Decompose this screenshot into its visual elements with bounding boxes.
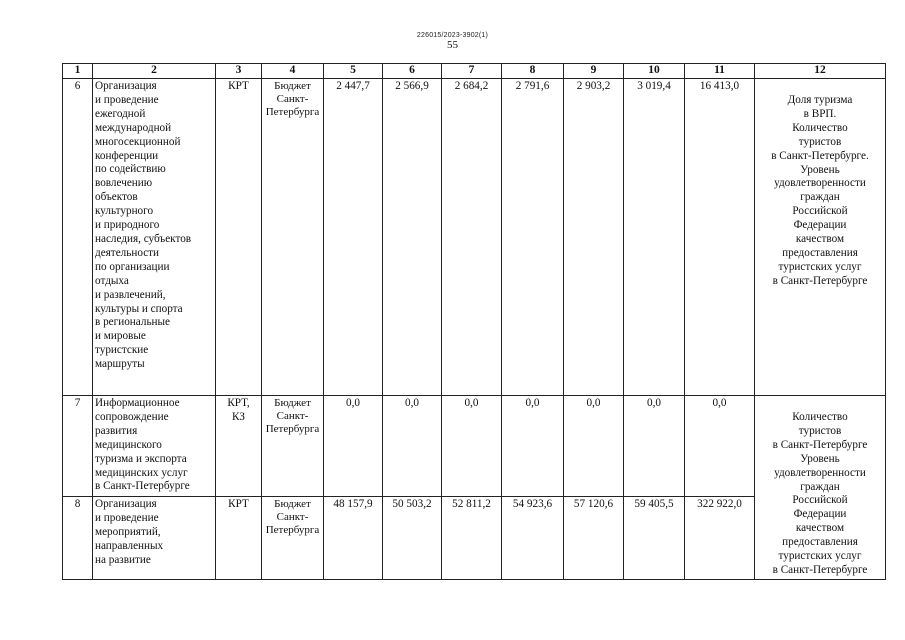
funding-source: Бюджет Санкт- Петербурга [262,79,324,396]
column-number: 6 [383,64,442,79]
funding-value: 57 120,6 [564,497,624,580]
funding-value: 0,0 [383,396,442,497]
target-indicators: Количество туристов в Санкт-Петербурге Уровень удовлетворенности граждан Российской Федерации качеством предоставления туристских услуг в Санкт-Петербурге [755,396,886,580]
funding-value: 48 157,9 [324,497,383,580]
column-number: 5 [324,64,383,79]
activity-name: Организация и проведение мероприятий, направленных на развитие [93,497,216,580]
funding-source: Бюджет Санкт- Петербурга [262,497,324,580]
column-number: 2 [93,64,216,79]
row-number: 6 [63,79,93,396]
document-registration-number: 226015/2023-3902(1) [416,32,489,39]
column-number: 3 [216,64,262,79]
funding-total: 322 922,0 [685,497,755,580]
funding-value: 2 447,7 [324,79,383,396]
column-number: 12 [755,64,886,79]
funding-value: 2 791,6 [502,79,564,396]
funding-value: 54 923,6 [502,497,564,580]
funding-value: 0,0 [324,396,383,497]
column-number: 9 [564,64,624,79]
table-row [63,396,886,497]
page-number: 55 [447,39,458,51]
funding-source: Бюджет Санкт- Петербурга [262,396,324,497]
activity-name: Информационное сопровождение развития медицинского туризма и экспорта медицинских услуг в Санкт-Петербурге [93,396,216,497]
funding-value: 52 811,2 [442,497,502,580]
table-row [63,79,886,396]
column-number: 11 [685,64,755,79]
row-number: 8 [63,497,93,580]
row-number: 7 [63,396,93,497]
activity-name: Организация и проведение ежегодной международной многосекционной конференции по содействию вовлечению объектов культурного и природного наследия, субъектов деятельности по организации отдыха и развлечений, культуры и спорта в региональные и мировые туристские маршруты [93,79,216,396]
funding-value: 0,0 [624,396,685,497]
executor: КРТ [216,79,262,396]
funding-value: 59 405,5 [624,497,685,580]
column-number-row [63,64,886,79]
funding-value: 2 684,2 [442,79,502,396]
column-number: 10 [624,64,685,79]
funding-value: 0,0 [442,396,502,497]
funding-value: 0,0 [564,396,624,497]
executor: КРТ [216,497,262,580]
funding-value: 3 019,4 [624,79,685,396]
column-number: 7 [442,64,502,79]
column-number: 8 [502,64,564,79]
funding-value: 2 566,9 [383,79,442,396]
funding-value: 50 503,2 [383,497,442,580]
funding-value: 0,0 [502,396,564,497]
target-indicators: Доля туризма в ВРП. Количество туристов в Санкт-Петербурге. Уровень удовлетворенности граждан Российской Федерации качеством предоставления туристских услуг в Санкт-Петербурге [755,79,886,396]
column-number: 1 [63,64,93,79]
funding-total: 16 413,0 [685,79,755,396]
funding-total: 0,0 [685,396,755,497]
executor: КРТ, КЗ [216,396,262,497]
column-number: 4 [262,64,324,79]
funding-value: 2 903,2 [564,79,624,396]
program-activities-table [62,63,886,580]
